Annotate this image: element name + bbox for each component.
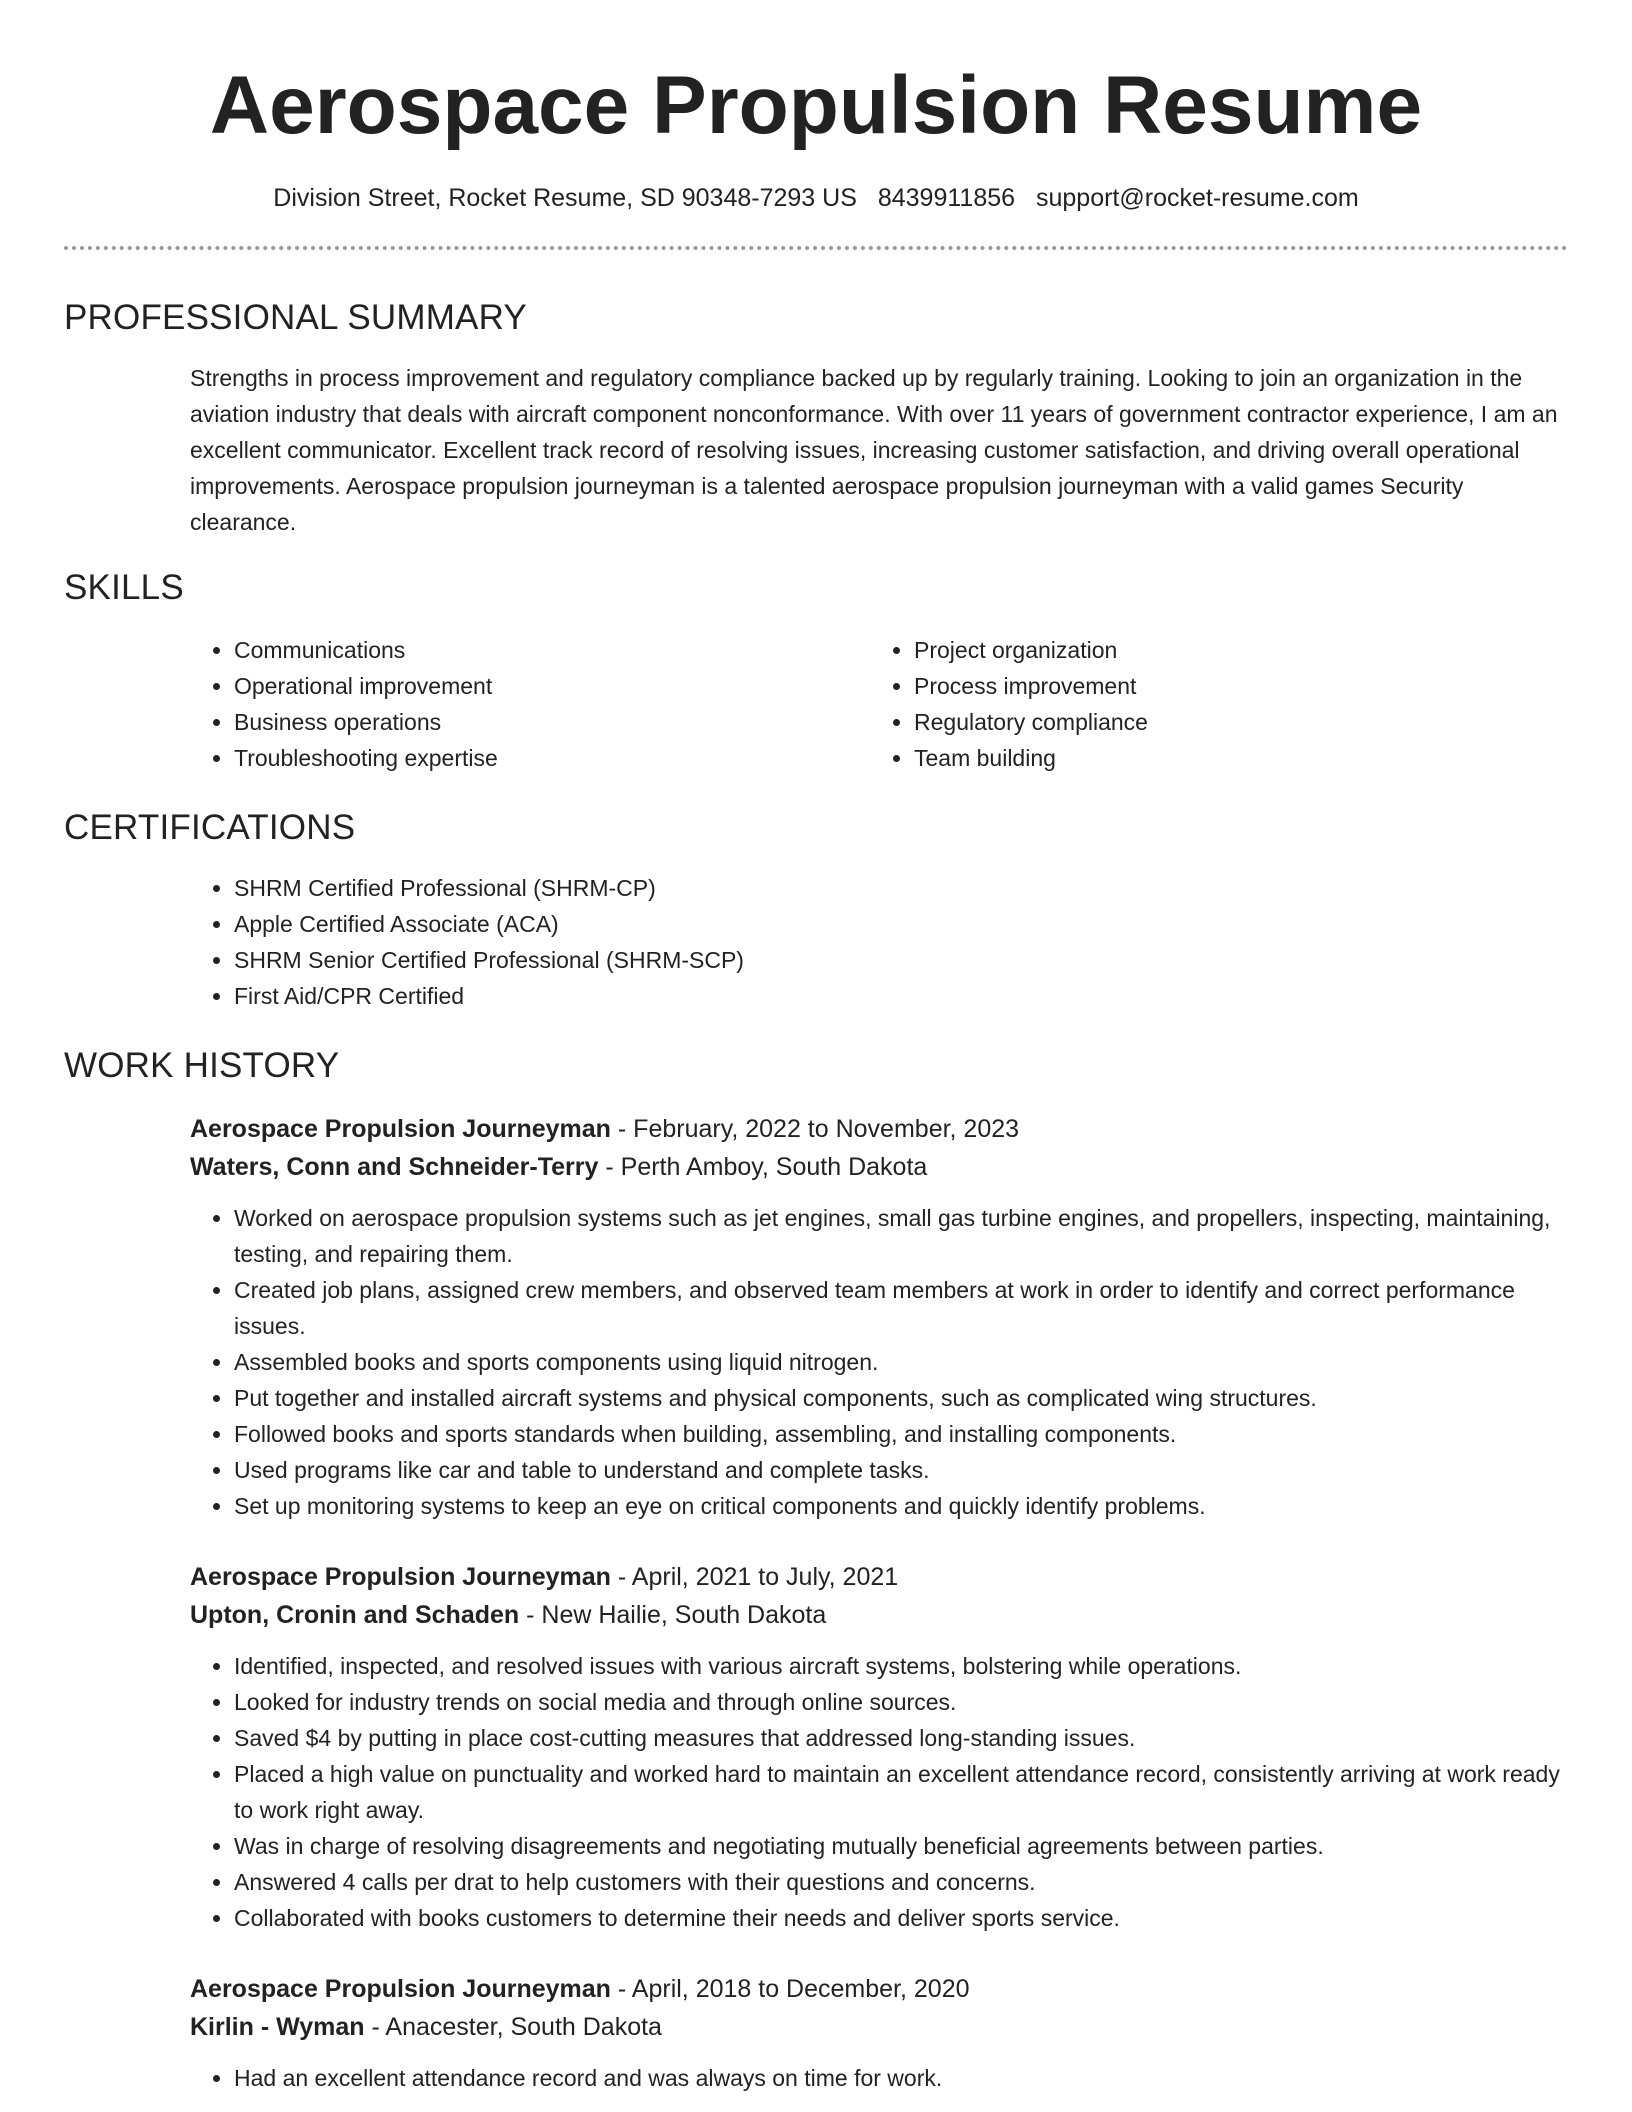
job-dates: - February, 2022 to November, 2023 — [610, 1115, 1020, 1143]
job-dates: - April, 2018 to December, 2020 — [610, 1975, 970, 2003]
contact-email: support@rocket-resume.com — [1035, 184, 1359, 212]
header-divider — [64, 246, 1568, 250]
work-history-heading: WORK HISTORY — [64, 1046, 340, 1085]
job-duty-item: • Followed books and sports standards when building, assembling, and installing components. — [234, 1416, 1568, 1452]
job-title-line — [190, 1970, 1568, 2008]
job-title: Aerospace Propulsion Journeyman — [190, 1975, 611, 2003]
job-duty-item: • Saved $4 by putting in place cost-cutting measures that addressed long-standing issues. — [234, 1720, 1568, 1756]
job-duty-item: • Assembled books and sports components using liquid nitrogen. — [234, 1344, 1568, 1380]
job-dates: - April, 2021 to July, 2021 — [610, 1563, 899, 1591]
job-location: - Anacester, South Dakota — [364, 2013, 662, 2041]
job-duty-item: • Answered 4 calls per drat to help customers with their questions and concerns. — [234, 1864, 1568, 1900]
certifications-section — [64, 806, 1568, 1014]
certification-item: • SHRM Senior Certified Professional (SHRM-SCP) — [234, 942, 1568, 978]
job-duty-item: • Identified, inspected, and resolved issues with various aircraft systems, bolstering while operations. — [234, 1648, 1568, 1684]
skills-section — [64, 566, 1568, 776]
job-location: - Perth Amboy, South Dakota — [598, 1153, 928, 1181]
certification-item: • First Aid/CPR Certified — [234, 978, 1568, 1014]
job-duty-item: • Put together and installed aircraft systems and physical components, such as complicated wing structures. — [234, 1380, 1568, 1416]
job-duty-item: • Created job plans, assigned crew members, and observed team members at work in order to identify and correct performance issues. — [234, 1272, 1568, 1344]
skill-item: • Team building — [914, 740, 1550, 776]
job-duty-item: • Was in charge of resolving disagreements and negotiating mutually beneficial agreements between parties. — [234, 1828, 1568, 1864]
job-duty-item: • Set up monitoring systems to keep an eye on critical components and quickly identify problems. — [234, 1488, 1568, 1524]
job-company: Kirlin - Wyman — [190, 2013, 365, 2041]
job-duties — [190, 1200, 1568, 1524]
job-duties — [190, 2060, 1568, 2096]
job-company-line — [190, 2008, 1568, 2046]
job-duty-item: • Had an excellent attendance record and was always on time for work. — [234, 2060, 1568, 2096]
job-duty-item: • Looked for industry trends on social media and through online sources. — [234, 1684, 1568, 1720]
job-company: Waters, Conn and Schneider-Terry — [190, 1153, 599, 1181]
job-location: - New Hailie, South Dakota — [519, 1601, 827, 1629]
job-title-line — [190, 1558, 1568, 1596]
job-company-line — [190, 1596, 1568, 1634]
job-title: Aerospace Propulsion Journeyman — [190, 1563, 611, 1591]
skill-item: • Troubleshooting expertise — [234, 740, 870, 776]
certifications-list — [190, 870, 1568, 1014]
skills-column-left — [190, 632, 870, 776]
skill-item: • Regulatory compliance — [914, 704, 1550, 740]
certifications-heading: CERTIFICATIONS — [64, 808, 356, 847]
job-title-line — [190, 1110, 1568, 1148]
job-entry — [190, 1558, 1568, 1936]
job-duty-item: • Worked on aerospace propulsion systems such as jet engines, small gas turbine engines, and propellers, inspecting, maintaining, testing, and repairing them. — [234, 1200, 1568, 1272]
job-title: Aerospace Propulsion Journeyman — [190, 1115, 611, 1143]
skills-column-right — [870, 632, 1550, 776]
job-duty-item: • Collaborated with books customers to determine their needs and deliver sports service. — [234, 1900, 1568, 1936]
resume-page — [64, 0, 1568, 2096]
contact-address: Division Street, Rocket Resume, SD 90348-7293 US — [273, 184, 857, 212]
job-company-line — [190, 1148, 1568, 1186]
summary-section — [64, 296, 1568, 540]
skill-item: • Operational improvement — [234, 668, 870, 704]
summary-text: Strengths in process improvement and regulatory compliance backed up by regularly training. Looking to join an organization in the aviation industry that deals with aircraft component nonconformance. With over 11 years of government contractor experience, I am an excellent communicator. Excellent track record of resolving issues, increasing customer satisfaction, and driving overall operational improvements. Aerospace propulsion journeyman is a talented aerospace propulsion journeyman with a valid games Security clearance. — [190, 365, 1558, 535]
contact-phone: 8439911856 — [877, 184, 1016, 212]
job-company: Upton, Cronin and Schaden — [190, 1601, 520, 1629]
job-duty-item: • Used programs like car and table to understand and complete tasks. — [234, 1452, 1568, 1488]
skills-columns — [190, 632, 1568, 776]
skill-item: • Process improvement — [914, 668, 1550, 704]
skill-item: • Communications — [234, 632, 870, 668]
summary-heading: PROFESSIONAL SUMMARY — [64, 298, 527, 337]
job-duties — [190, 1648, 1568, 1936]
certification-item: • Apple Certified Associate (ACA) — [234, 906, 1568, 942]
certification-item: • SHRM Certified Professional (SHRM-CP) — [234, 870, 1568, 906]
resume-title: Aerospace Propulsion Resume — [209, 60, 1423, 151]
job-entry — [190, 1110, 1568, 1524]
skill-item: • Business operations — [234, 704, 870, 740]
work-history-section — [64, 1044, 1568, 2096]
job-duty-item: • Placed a high value on punctuality and worked hard to maintain an excellent attendance record, consistently arriving at work ready to work right away. — [234, 1756, 1568, 1828]
contact-line — [64, 182, 1568, 214]
skill-item: • Project organization — [914, 632, 1550, 668]
job-entry — [190, 1970, 1568, 2096]
skills-heading: SKILLS — [64, 568, 184, 607]
